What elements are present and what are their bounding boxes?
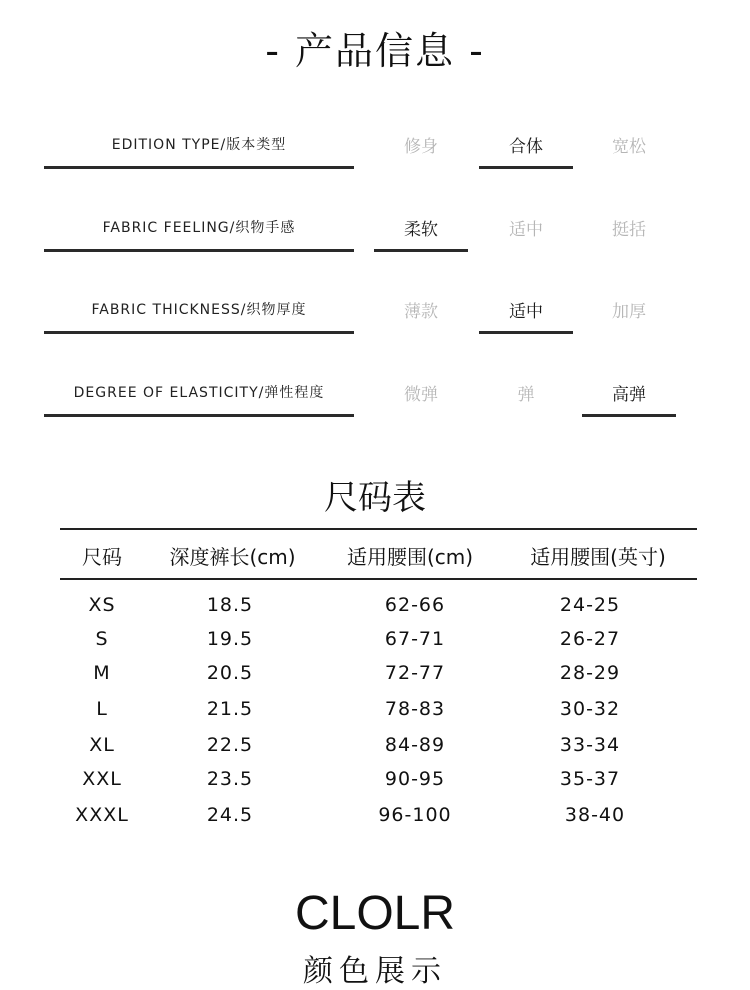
attribute-label: FABRIC THICKNESS/织物厚度 bbox=[91, 302, 307, 318]
option-1-selected: 柔软 bbox=[404, 220, 438, 240]
table-header-rule bbox=[60, 578, 697, 580]
cell-size: XL bbox=[89, 734, 115, 756]
cell-waist-cm: 72-77 bbox=[384, 662, 446, 684]
table-header-waist-inch: 适用腰围(英寸) bbox=[530, 545, 666, 569]
cell-waist-inch: 28-29 bbox=[559, 662, 621, 684]
option-3: 宽松 bbox=[612, 137, 646, 157]
cell-waist-cm: 84-89 bbox=[384, 734, 446, 756]
selected-underline bbox=[374, 249, 468, 252]
cell-waist-cm: 67-71 bbox=[384, 628, 446, 650]
option-3: 加厚 bbox=[612, 302, 646, 322]
table-top-rule bbox=[60, 528, 697, 530]
cell-waist-cm: 62-66 bbox=[384, 594, 446, 616]
cell-waist-cm: 96-100 bbox=[378, 804, 452, 826]
cell-size: L bbox=[96, 698, 108, 720]
option-1: 修身 bbox=[404, 137, 438, 157]
cell-length: 22.5 bbox=[206, 734, 254, 756]
color-section-subtitle: 颜色展示 bbox=[303, 954, 447, 989]
attribute-underline bbox=[44, 249, 354, 252]
option-3: 挺括 bbox=[612, 220, 646, 240]
attribute-label: FABRIC FEELING/织物手感 bbox=[102, 220, 296, 236]
cell-waist-cm: 90-95 bbox=[384, 768, 446, 790]
attribute-label: DEGREE OF ELASTICITY/弹性程度 bbox=[73, 385, 325, 401]
cell-length: 24.5 bbox=[206, 804, 254, 826]
size-table-title: 尺码表 bbox=[324, 478, 426, 518]
selected-underline bbox=[479, 331, 573, 334]
cell-waist-inch: 30-32 bbox=[559, 698, 621, 720]
attribute-row-elasticity bbox=[0, 370, 750, 430]
selected-underline bbox=[582, 414, 676, 417]
cell-waist-inch: 33-34 bbox=[559, 734, 621, 756]
table-header-length: 深度裤长(cm) bbox=[169, 545, 296, 569]
cell-length: 23.5 bbox=[206, 768, 254, 790]
attribute-underline bbox=[44, 166, 354, 169]
table-header-waist-cm: 适用腰围(cm) bbox=[346, 545, 474, 569]
attribute-underline bbox=[44, 331, 354, 334]
cell-waist-inch: 38-40 bbox=[564, 804, 626, 826]
cell-length: 20.5 bbox=[206, 662, 254, 684]
attribute-row-fabric-feeling bbox=[0, 205, 750, 265]
color-section-title: CLOLR bbox=[294, 887, 456, 940]
page-title: - 产品信息 - bbox=[265, 29, 485, 73]
option-3-selected: 高弹 bbox=[612, 385, 646, 405]
cell-length: 19.5 bbox=[206, 628, 254, 650]
cell-length: 21.5 bbox=[206, 698, 254, 720]
cell-waist-inch: 24-25 bbox=[559, 594, 621, 616]
option-1: 薄款 bbox=[404, 302, 438, 322]
cell-size: XS bbox=[88, 594, 116, 616]
option-2: 适中 bbox=[509, 220, 543, 240]
cell-length: 18.5 bbox=[206, 594, 254, 616]
option-2-selected: 合体 bbox=[509, 137, 543, 157]
option-2-selected: 适中 bbox=[509, 302, 543, 322]
cell-size: S bbox=[95, 628, 109, 650]
table-header-size: 尺码 bbox=[82, 545, 122, 569]
attribute-row-edition-type bbox=[0, 122, 750, 182]
cell-size: M bbox=[93, 662, 111, 684]
option-1: 微弹 bbox=[404, 385, 438, 405]
option-2: 弹 bbox=[517, 385, 535, 405]
cell-waist-inch: 35-37 bbox=[559, 768, 621, 790]
cell-size: XXL bbox=[82, 768, 122, 790]
selected-underline bbox=[479, 166, 573, 169]
cell-waist-inch: 26-27 bbox=[559, 628, 621, 650]
attribute-label: EDITION TYPE/版本类型 bbox=[111, 137, 287, 153]
attribute-underline bbox=[44, 414, 354, 417]
attribute-row-fabric-thickness bbox=[0, 287, 750, 347]
cell-waist-cm: 78-83 bbox=[384, 698, 446, 720]
cell-size: XXXL bbox=[75, 804, 129, 826]
